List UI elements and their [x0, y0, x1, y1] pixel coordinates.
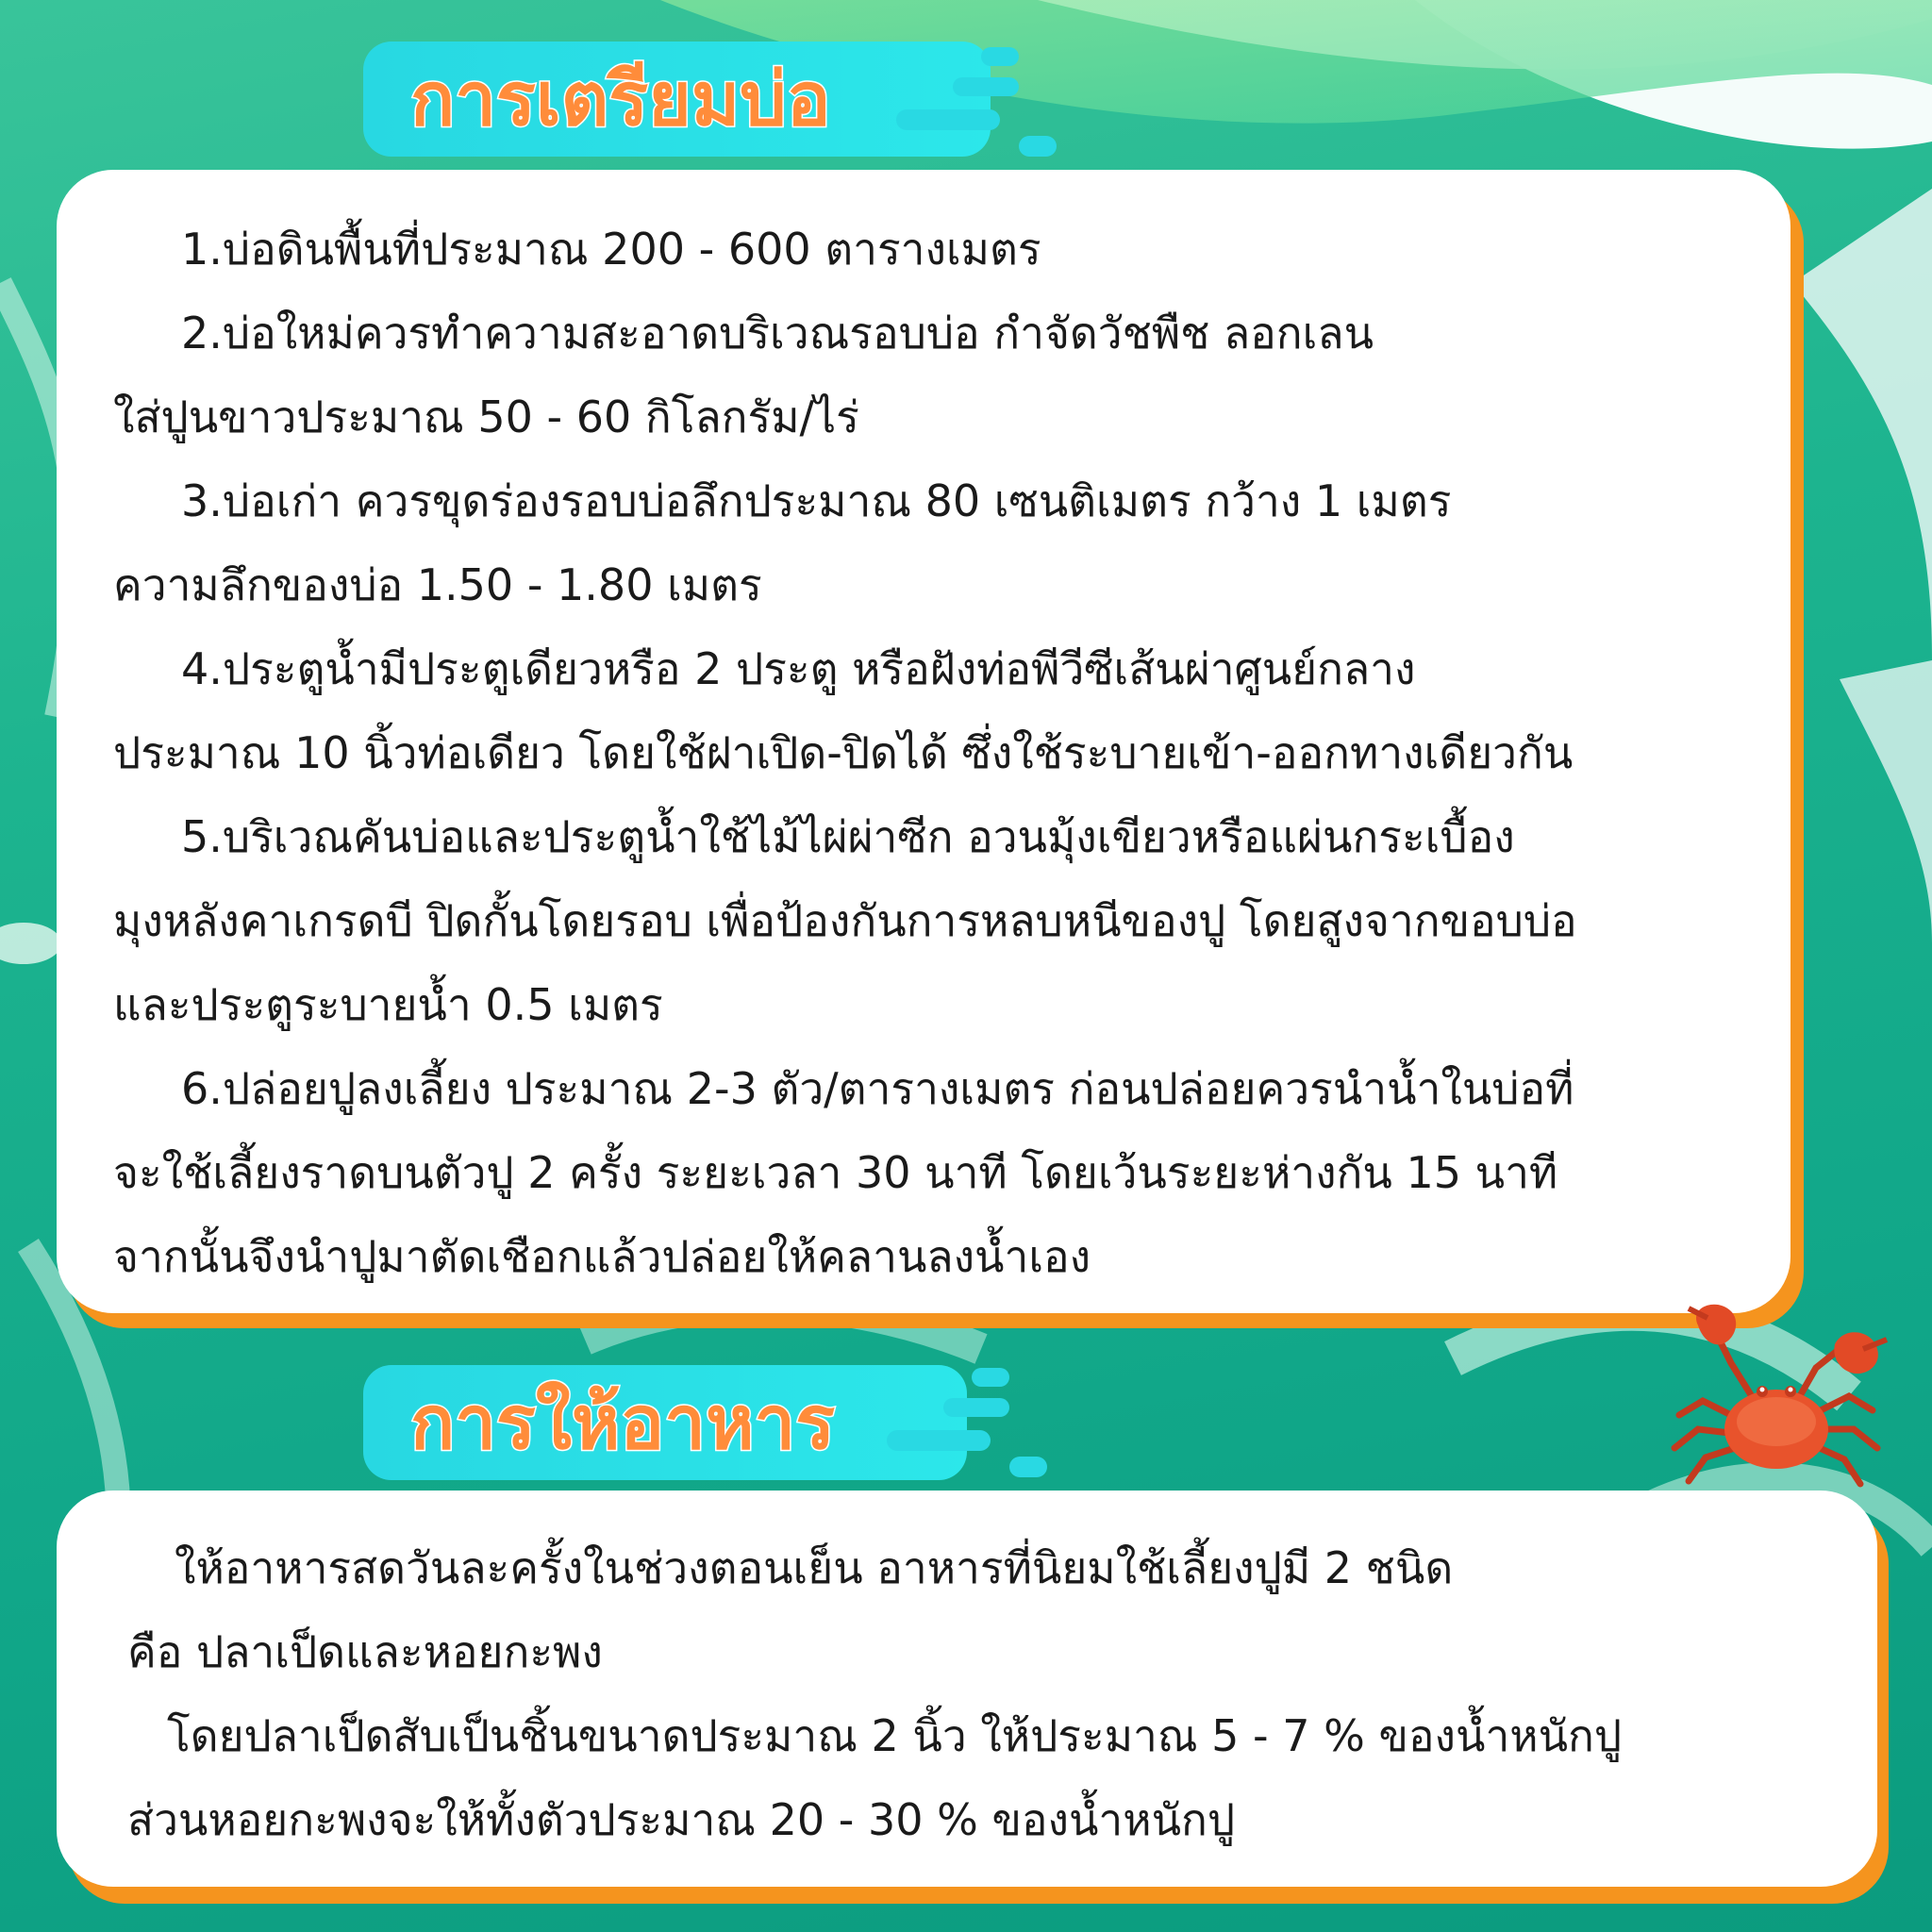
- feeding-line: ส่วนหอยกะพงจะให้ทั้งตัวประมาณ 20 - 30 % ของน้ำหนักปู: [127, 1794, 1236, 1845]
- pond-prep-line: 2.บ่อใหม่ควรทำความสะอาดบริเวณรอบบ่อ กำจัดวัชพืช ลอกเลน: [181, 308, 1374, 358]
- feeding-line: คือ ปลาเป็ดและหอยกะพง: [127, 1626, 603, 1677]
- pond-prep-line: จากนั้นจึงนำปูมาตัดเชือกแล้วปล่อยให้คลานลงน้ำเอง: [113, 1231, 1091, 1282]
- pond-prep-line: 3.บ่อเก่า ควรขุดร่องรอบบ่อลึกประมาณ 80 เซนติเมตร กว้าง 1 เมตร: [181, 475, 1452, 526]
- pond-prep-text: [113, 208, 1577, 1299]
- feeding-title: การให้อาหาร: [410, 1381, 836, 1466]
- title-dash-decoration: [868, 1358, 1057, 1491]
- pond-prep-line: 5.บริเวณคันบ่อและประตูน้ำใช้ไม้ไผ่ผ่าซีก อวนมุ้งเขียวหรือแผ่นกระเบื้อง: [181, 811, 1515, 862]
- pond-prep-line: และประตูระบายน้ำ 0.5 เมตร: [113, 979, 663, 1030]
- pond-prep-line: 1.บ่อดินพื้นที่ประมาณ 200 - 600 ตารางเมตร: [181, 224, 1041, 275]
- pond-prep-line: ความลึกของบ่อ 1.50 - 1.80 เมตร: [113, 559, 762, 610]
- crab-icon: [1651, 1297, 1906, 1524]
- pond-prep-line: 4.ประตูน้ำมีประตูเดียวหรือ 2 ประตู หรือฝังท่อพีวีซีเส้นผ่าศูนย์กลาง: [181, 643, 1416, 694]
- feeding-line: โดยปลาเป็ดสับเป็นชิ้นขนาดประมาณ 2 นิ้ว ให้ประมาณ 5 - 7 % ของน้ำหนักปู: [167, 1710, 1623, 1761]
- pond-prep-title: การเตรียมบ่อ: [410, 58, 831, 142]
- pond-prep-line: ประมาณ 10 นิ้วท่อเดียว โดยใช้ฝาเปิด-ปิดได้ ซึ่งใช้ระบายเข้า-ออกทางเดียวกัน: [113, 727, 1574, 778]
- feeding-line: ให้อาหารสดวันละครั้งในช่วงตอนเย็น อาหารที่นิยมใช้เลี้ยงปูมี 2 ชนิด: [175, 1542, 1454, 1593]
- pond-prep-line: ใส่ปูนขาวประมาณ 50 - 60 กิโลกรัม/ไร่: [113, 391, 859, 442]
- title-dash-decoration: [877, 38, 1066, 170]
- pond-prep-line: จะใช้เลี้ยงราดบนตัวปู 2 ครั้ง ระยะเวลา 30 นาที โดยเว้นระยะห่างกัน 15 นาที: [113, 1147, 1558, 1198]
- feeding-text: [127, 1526, 1622, 1862]
- pond-prep-line: 6.ปล่อยปูลงเลี้ยง ประมาณ 2-3 ตัว/ตารางเมตร ก่อนปล่อยควรนำน้ำในบ่อที่: [181, 1063, 1574, 1114]
- pond-prep-line: มุงหลังคาเกรดบี ปิดกั้นโดยรอบ เพื่อป้องกันการหลบหนีของปู โดยสูงจากขอบบ่อ: [113, 895, 1577, 946]
